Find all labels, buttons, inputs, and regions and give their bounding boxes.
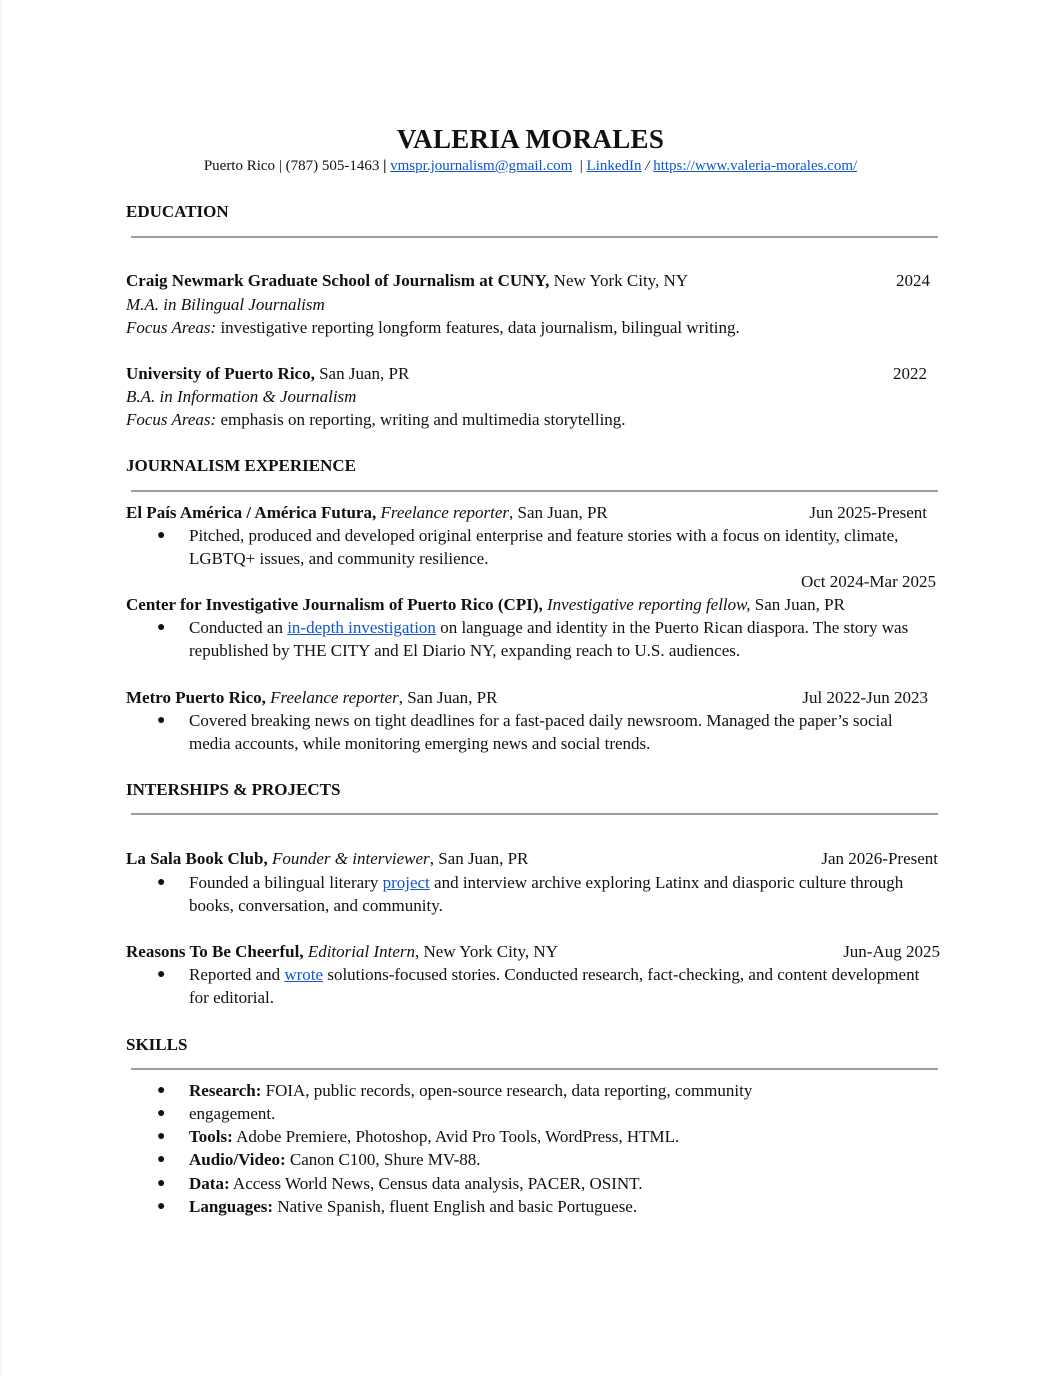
job-location: , New York City, NY: [415, 942, 558, 961]
school-location: San Juan, PR: [319, 364, 410, 383]
bullet-icon: ●: [157, 875, 166, 890]
skill-label: Research:: [189, 1081, 262, 1100]
skill-text: FOIA, public records, open-source research, data reporting, community: [265, 1081, 753, 1100]
section-divider: [131, 813, 938, 815]
section-heading-internships: INTERSHIPS & PROJECTS: [126, 780, 341, 799]
bullet-text: [189, 966, 919, 983]
bullet-text: Covered breaking news on tight deadlines for a fast-paced daily newsroom. Managed the paper’s social: [189, 711, 893, 730]
school-location: New York City, NY: [553, 271, 689, 290]
skill-item: [189, 1175, 643, 1192]
experience-entry-heading: [126, 596, 845, 613]
linkedin-link[interactable]: LinkedIn: [586, 158, 642, 174]
bullet-icon: ●: [157, 1152, 166, 1167]
contact-phone: (787) 505-1463: [285, 158, 380, 174]
separator: |: [579, 158, 583, 174]
wrote-link[interactable]: wrote: [284, 965, 324, 984]
job-dates: Jan 2026-Present: [821, 849, 938, 868]
bullet-icon: ●: [157, 1176, 166, 1191]
section-heading-education: EDUCATION: [126, 202, 229, 221]
text-run: Founded a bilingual literary: [189, 873, 379, 892]
separator: |: [383, 158, 387, 174]
focus-areas: [126, 319, 740, 336]
bullet-icon: ●: [157, 713, 166, 728]
skill-text: Canon C100, Shure MV-88.: [289, 1150, 481, 1169]
job-dates: Jun 2025-Present: [809, 503, 927, 522]
job-dates: Jun-Aug 2025: [843, 942, 940, 961]
bullet-icon: ●: [157, 1106, 166, 1121]
project-entry-heading: [126, 850, 528, 867]
role: Editorial Intern: [307, 942, 416, 961]
skill-label: Audio/Video:: [189, 1150, 286, 1169]
project-entry-heading: [126, 943, 558, 960]
org-name: Reasons To Be Cheerful,: [126, 942, 304, 961]
org-name: La Sala Book Club,: [126, 849, 268, 868]
focus-text: investigative reporting longform features, data journalism, bilingual writing.: [220, 318, 740, 337]
bullet-icon: ●: [157, 967, 166, 982]
bullet-text: republished by THE CITY and El Diario NY, expanding reach to U.S. audiences.: [189, 641, 741, 660]
focus-label: Focus Areas:: [126, 410, 217, 429]
focus-text: emphasis on reporting, writing and multimedia storytelling.: [220, 410, 626, 429]
job-dates: Jul 2022-Jun 2023: [802, 688, 928, 707]
skill-label: Languages:: [189, 1197, 274, 1216]
text-run: Reported and: [189, 965, 281, 984]
section-heading-journalism: JOURNALISM EXPERIENCE: [126, 456, 356, 475]
skill-text: Access World News, Census data analysis, PACER, OSINT.: [232, 1174, 643, 1193]
separator: |: [278, 158, 282, 174]
education-year: 2022: [893, 364, 927, 383]
section-divider: [131, 490, 938, 492]
bullet-icon: ●: [157, 1199, 166, 1214]
bullet-text: media accounts, while monitoring emerging news and social trends.: [189, 734, 651, 753]
text-run: solutions-focused stories. Conducted research, fact-checking, and content development: [327, 965, 920, 984]
focus-label: Focus Areas:: [126, 318, 217, 337]
role: Freelance reporter: [270, 688, 399, 707]
bullet-icon: ●: [157, 620, 166, 635]
bullet-text: Pitched, produced and developed original enterprise and feature stories with a focus on identity, climate,: [189, 526, 899, 545]
section-heading-skills: SKILLS: [126, 1035, 188, 1054]
resume-name: VALERIA MORALES: [396, 124, 665, 154]
text-run: and interview archive exploring Latinx and diasporic culture through: [434, 873, 904, 892]
contact-location: Puerto Rico: [203, 158, 276, 174]
skill-item: [189, 1198, 637, 1215]
skill-item: [189, 1128, 679, 1145]
job-location: , San Juan, PR: [398, 688, 498, 707]
degree: B.A. in Information & Journalism: [126, 387, 357, 406]
org-name: El País América / América Futura,: [126, 503, 377, 522]
bullet-text: [189, 619, 908, 636]
role: Freelance reporter: [380, 503, 510, 522]
website-link[interactable]: https://www.valeria-morales.com/: [653, 158, 858, 174]
in-depth-investigation-link[interactable]: in-depth investigation: [287, 618, 436, 637]
degree: M.A. in Bilingual Journalism: [126, 295, 325, 314]
education-entry-heading: [126, 365, 409, 382]
bullet-text: LGBTQ+ issues, and community resilience.: [189, 549, 489, 568]
bullet-text: for editorial.: [189, 988, 274, 1007]
section-divider: [131, 1068, 938, 1070]
project-link[interactable]: project: [382, 873, 430, 892]
skill-label: Tools:: [189, 1127, 233, 1146]
school-name: University of Puerto Rico,: [126, 364, 315, 383]
skill-item: [189, 1151, 481, 1168]
skill-item: [189, 1082, 752, 1099]
school-name: Craig Newmark Graduate School of Journalism at CUNY,: [126, 271, 550, 290]
bullet-text: [189, 874, 903, 891]
text-run: on language and identity in the Puerto Rican diaspora. The story was: [440, 618, 909, 637]
skill-text: Adobe Premiere, Photoshop, Avid Pro Tools, WordPress, HTML.: [236, 1127, 680, 1146]
education-year: 2024: [896, 271, 930, 290]
experience-entry-heading: [126, 689, 497, 706]
org-name: Center for Investigative Journalism of Puerto Rico (CPI),: [126, 595, 543, 614]
job-location: , San Juan, PR: [509, 503, 608, 522]
separator: /: [645, 158, 650, 174]
skill-text: engagement.: [189, 1104, 276, 1123]
text-run: Conducted an: [189, 618, 283, 637]
job-dates: Oct 2024-Mar 2025: [800, 572, 936, 591]
focus-areas: [126, 411, 626, 428]
experience-entry-heading: [126, 504, 608, 521]
role: Founder & interviewer: [271, 849, 430, 868]
bullet-icon: ●: [157, 1083, 166, 1098]
bullet-icon: ●: [157, 528, 166, 543]
bullet-icon: ●: [157, 1129, 166, 1144]
job-location: , San Juan, PR: [429, 849, 529, 868]
role: Investigative reporting fellow,: [547, 595, 751, 614]
section-divider: [131, 236, 938, 238]
education-entry-heading: [126, 272, 688, 289]
job-location: San Juan, PR: [754, 595, 845, 614]
org-name: Metro Puerto Rico,: [126, 688, 266, 707]
bullet-text: books, conversation, and community.: [189, 896, 443, 915]
skill-label: Data:: [189, 1174, 230, 1193]
email-link[interactable]: vmspr.journalism@gmail.com: [390, 158, 573, 174]
contact-line: [0, 159, 1061, 174]
skill-text: Native Spanish, fluent English and basic Portuguese.: [277, 1197, 638, 1216]
skill-item: [189, 1105, 275, 1122]
